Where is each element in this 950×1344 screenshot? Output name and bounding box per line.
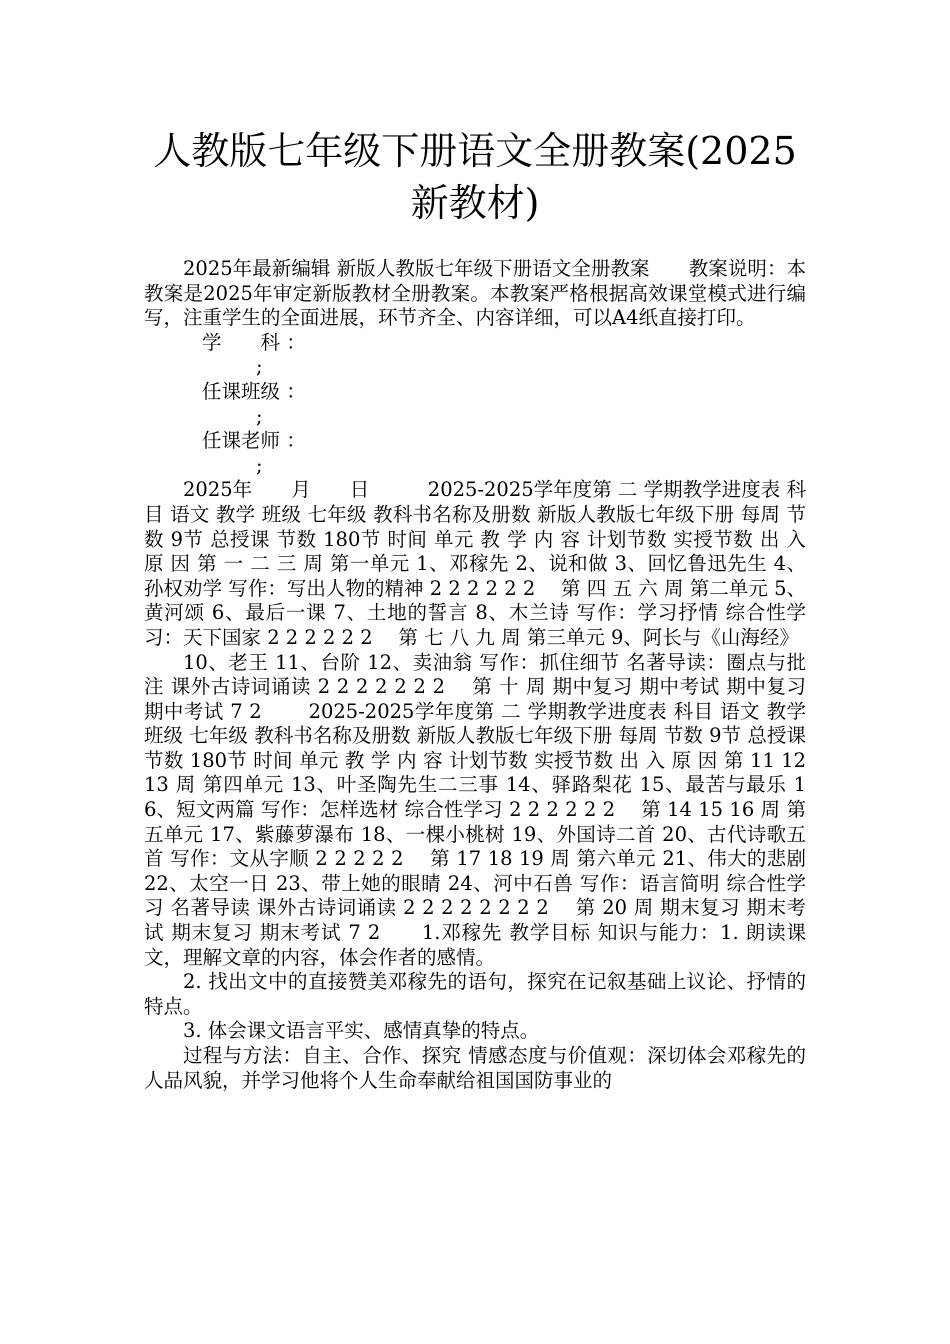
method-paragraph: 过程与方法：自主、合作、探究 情感态度与价值观：深切体会邓稼先的人品风貌，并学习他将个人生命奉献给祖国国防事业的 [144,1044,806,1092]
field-teacher-label: 任课老师 ： [202,429,306,453]
schedule-paragraph-1: 2025年 月 日 2025-2025学年度第 二 学期教学进度表 科目 语文 教学 班级 七年级 教科书名称及册数 新版人教版七年级下册 每周 节数 9节 总授课 节数 180节 时间 单元 教 学 内 容 计划节数 实授节数 出 入 原 因 第 一 二 三 周 第一单元 1、邓稼先 2、说和做 3、回忆鲁迅先生 4、孙权劝学 写作：写出人物的精神 2 2 2 2 2 2 第 四 五 六 周 第二单元 5、黄河颂 6、最后一课 7、土地的誓言 8、木兰诗 写作：学习抒情 综合性学习：天下国家 2 2 2 2 2 2 第 七 八 九 周 第三单元 9、阿长与《山海经》 [144,478,806,649]
objective-paragraph-2: 2. 找出文中的直接赞美邓稼先的语句，探究在记叙基础上议论、抒情的特点。 [144,970,806,1018]
intro-paragraph: 2025年最新编辑 新版人教版七年级下册语文全册教案 教案说明：本教案是2025年审定新版教材全册教案。本教案严格根据高效课堂模式进行编写，注重学生的全面进展，环节齐全、内容详细，可以A4纸直接打印。 [144,257,806,330]
field-teacher-value: ; [256,453,263,477]
document-title: 人教版七年级下册语文全册教案(2025新教材) [153,129,797,225]
field-subject-label: 学 科 ： [202,330,306,354]
objective-paragraph-3: 3. 体会课文语言平实、感情真挚的特点。 [183,1019,540,1043]
schedule-paragraph-2: 10、老王 11、台阶 12、卖油翁 写作：抓住细节 名著导读：圈点与批注 课外古诗词诵读 2 2 2 2 2 2 2 第 十 周 期中复习 期中考试 期中复习 期中考试 7 2 2025-2025学年度第 二 学期教学进度表 科目 语文 教学 班级 七年级 教科书名称及册数 新版人教版七年级下册 每周 节数 9节 总授课 节数 180节 时间 单元 教 学 内 容 计划节数 实授节数 出 入 原 因 第 11 12 13 周 第四单元 13、叶圣陶先生二三事 14、驿路梨花 15、最苦与最乐 16、短文两篇 写作：怎样选材 综合性学习 2 2 2 2 2 2 第 14 15 16 周 第五单元 17、紫藤萝瀑布 18、一棵小桃树 19、外国诗二首 20、古代诗歌五首 写作：文从字顺 2 2 2 2 2 第 17 18 19 周 第六单元 21、伟大的悲剧 22、太空一日 23、带上她的眼睛 24、河中石兽 写作：语言简明 综合性学习 名著导读 课外古诗词诵读 2 2 2 2 2 2 2 2 第 20 周 期末复习 期末考试 期末复习 期末考试 7 2 1.邓稼先 教学目标 知识与能力：1. 朗读课文，理解文章的内容，体会作者的感情。 [144,650,806,969]
document-body [144,257,806,1093]
field-class-value: ; [256,404,263,428]
field-class-label: 任课班级 ： [202,379,306,403]
field-subject-value: ; [256,355,263,379]
